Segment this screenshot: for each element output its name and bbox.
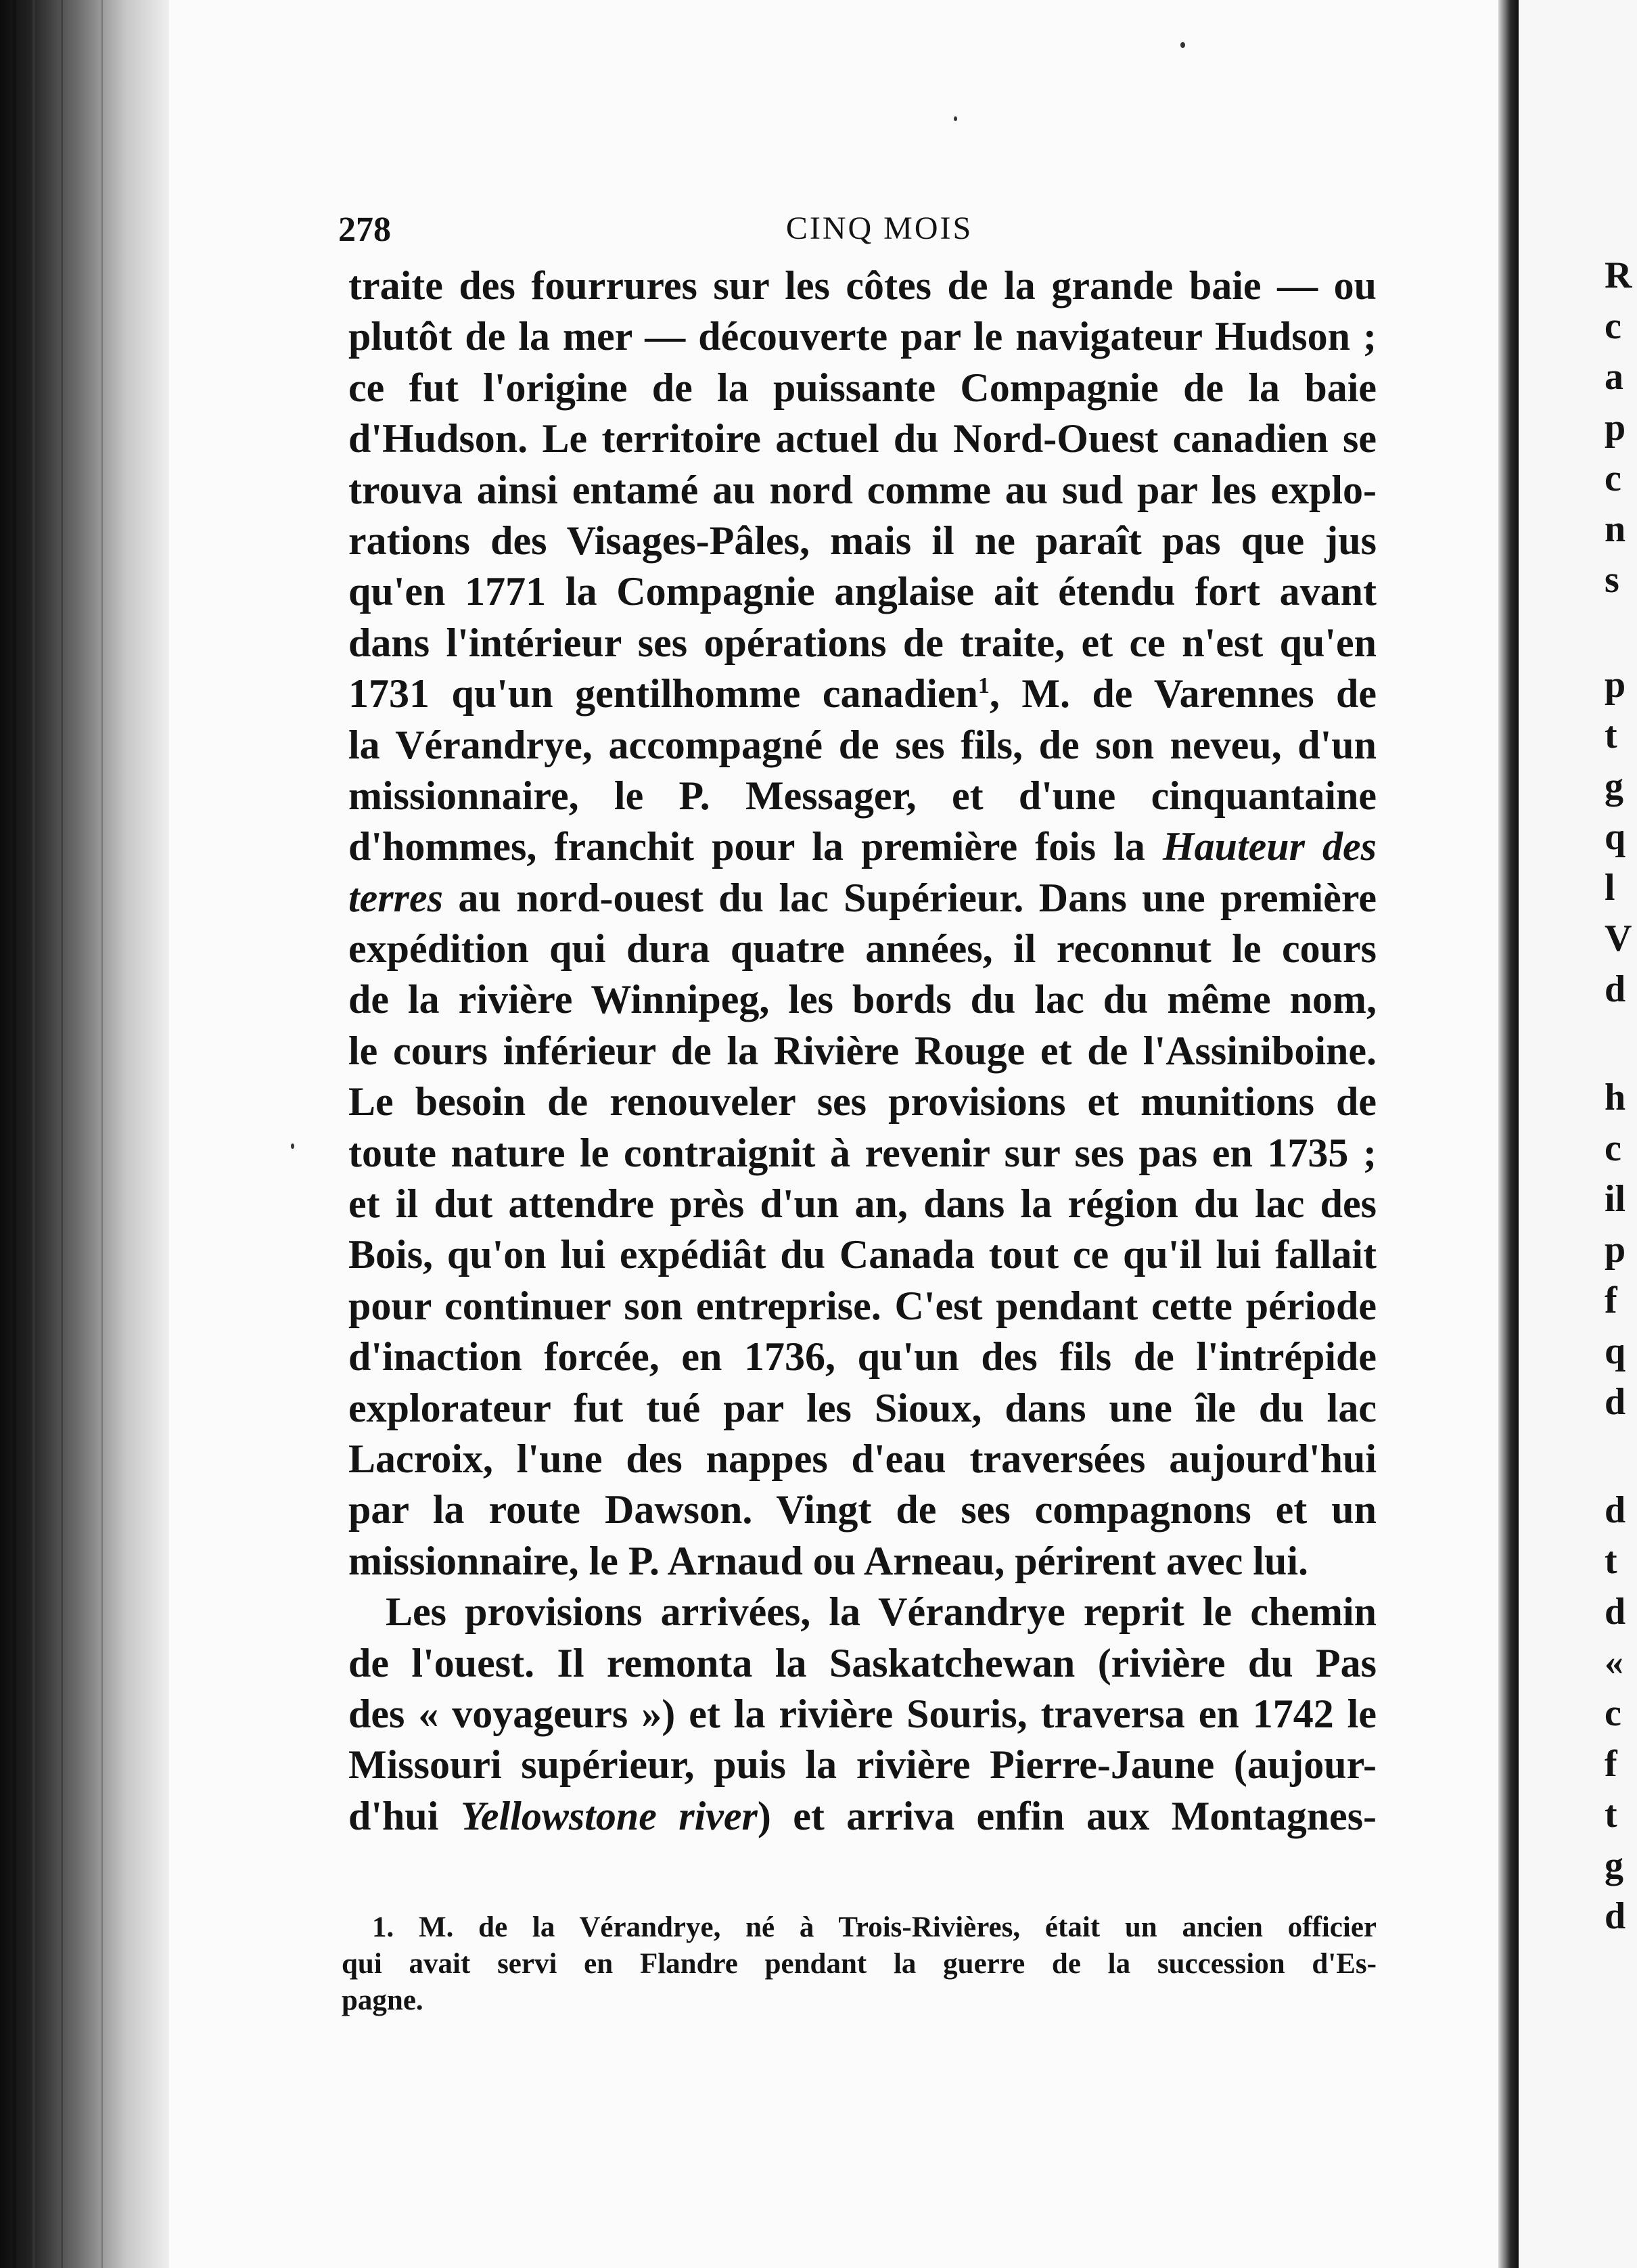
page-number: 278: [338, 210, 391, 249]
footnotes: [342, 1909, 1377, 2019]
text-segment: et arriva enfin aux Montagnes-: [793, 1793, 1377, 1838]
text-line: Les provisions arrivées, la Vérandrye reprit le chemin: [386, 1589, 1377, 1635]
facing-fragment: g: [1605, 765, 1623, 807]
text-segment: , M. de Varennes de: [989, 671, 1377, 717]
text-line-with-italic: [348, 873, 1377, 924]
facing-fragment: f: [1605, 1743, 1617, 1785]
facing-fragment: p: [1605, 1229, 1626, 1271]
facing-fragment: c: [1605, 1127, 1621, 1169]
facing-fragment: d: [1605, 1591, 1626, 1633]
facing-fragment: l: [1605, 867, 1615, 909]
footnote-line: pagne.: [342, 1984, 423, 2016]
facing-fragment: g: [1605, 1844, 1623, 1886]
text-segment: 1731 qu'un gentilhomme canadien: [348, 671, 978, 717]
text-line: toute nature le contraignit à revenir sur ses pas en 1735 ;: [348, 1130, 1377, 1175]
text-line: pour continuer son entreprise. C'est pendant cette période: [348, 1283, 1377, 1328]
facing-fragment: t: [1605, 1540, 1617, 1582]
text-line: Missouri supérieur, puis la rivière Pierre-Jaune (aujour-: [348, 1742, 1377, 1788]
body-text: [348, 260, 1377, 1842]
facing-fragment: f: [1605, 1279, 1617, 1321]
facing-fragment: R: [1605, 254, 1632, 296]
facing-fragment: h: [1605, 1076, 1626, 1118]
text-line: trouva ainsi entamé au nord comme au sud par les explo-: [348, 467, 1377, 512]
print-speck: [1180, 42, 1185, 48]
text-line: plutôt de la mer — découverte par le navigateur Hudson ;: [348, 314, 1377, 359]
facing-fragment: d: [1605, 968, 1626, 1010]
facing-fragment: d: [1605, 1381, 1626, 1423]
italic-term: terres: [348, 875, 443, 920]
running-head: [338, 203, 1366, 257]
facing-fragment: c: [1605, 1692, 1621, 1734]
book-binding-edge: [0, 0, 169, 2268]
facing-fragment: p: [1605, 407, 1626, 449]
text-line-with-footnote: [348, 668, 1377, 719]
text-line: missionnaire, le P. Messager, et d'une cinquantaine: [348, 773, 1377, 818]
facing-fragment: t: [1605, 715, 1617, 756]
facing-fragment: il: [1605, 1178, 1626, 1220]
running-title: CINQ MOIS: [785, 210, 973, 246]
text-line: de l'ouest. Il remonta la Saskatchewan (rivière du Pas: [348, 1640, 1377, 1685]
italic-term: Yellowstone river: [460, 1793, 758, 1838]
text-line: dans l'intérieur ses opérations de traite, et ce n'est qu'en: [348, 620, 1377, 665]
facing-fragment: q: [1605, 816, 1626, 858]
facing-fragment: n: [1605, 508, 1626, 550]
text-line: rations des Visages-Pâles, mais il ne paraît pas que jus: [348, 518, 1377, 563]
facing-fragment: «: [1605, 1641, 1623, 1683]
text-line: explorateur fut tué par les Sioux, dans une île du lac: [348, 1385, 1377, 1430]
footnote-line: 1. M. de la Vérandrye, né à Trois-Rivières, était un ancien officier: [372, 1911, 1377, 1943]
text-line: traite des fourrures sur les côtes de la grande baie — ou: [348, 263, 1377, 308]
facing-fragment: d: [1605, 1489, 1626, 1531]
text-line-with-italic: d'hui Yellowstone river) et arriva enfin aux Montagnes-: [348, 1793, 1377, 1838]
facing-fragment: c: [1605, 457, 1621, 499]
facing-fragment: q: [1605, 1330, 1626, 1372]
facing-fragment: s: [1605, 559, 1619, 601]
text-line: d'inaction forcée, en 1736, qu'un des fils de l'intrépide: [348, 1334, 1377, 1380]
facing-fragment: V: [1605, 917, 1632, 959]
facing-fragment: d: [1605, 1895, 1626, 1937]
text-line: des « voyageurs ») et la rivière Souris, traversa en 1742 le: [348, 1691, 1377, 1736]
facing-fragment: t: [1605, 1794, 1617, 1836]
text-line: missionnaire, le P. Arnaud ou Arneau, périrent avec lui.: [348, 1538, 1308, 1583]
text-line: Lacroix, l'une des nappes d'eau traversées aujourd'hui: [348, 1436, 1377, 1481]
text-line: Bois, qu'on lui expédiât du Canada tout ce qu'il lui fallait: [348, 1232, 1377, 1277]
footnote-line: qui avait servi en Flandre pendant la guerre de la succession d'Es-: [342, 1948, 1377, 1980]
print-speck: [291, 1143, 294, 1149]
print-speck: [954, 116, 957, 121]
text-line: Le besoin de renouveler ses provisions et munitions de: [348, 1079, 1377, 1125]
facing-fragment: p: [1605, 664, 1626, 706]
facing-fragment: c: [1605, 305, 1621, 347]
italic-term: Hauteur des: [1162, 824, 1377, 869]
text-line-with-italic: [348, 821, 1377, 872]
text-line: d'Hudson. Le territoire actuel du Nord-Ouest canadien se: [348, 416, 1377, 461]
text-segment: d'hommes, franchit pour la première fois la: [348, 824, 1145, 869]
text-line: la Vérandrye, accompagné de ses fils, de son neveu, d'un: [348, 722, 1377, 767]
text-line: par la route Dawson. Vingt de ses compagnons et un: [348, 1487, 1377, 1533]
text-line: et il dut attendre près d'un an, dans la région du lac des: [348, 1181, 1377, 1227]
text-segment: au nord-ouest du lac Supérieur. Dans une première: [458, 875, 1377, 920]
facing-fragment: a: [1605, 356, 1623, 398]
text-line: ce fut l'origine de la puissante Compagnie de la baie: [348, 365, 1377, 410]
text-line: qu'en 1771 la Compagnie anglaise ait étendu fort avant: [348, 569, 1377, 614]
page-gutter: [1498, 0, 1519, 2268]
text-line: expédition qui dura quatre années, il reconnut le cours: [348, 926, 1377, 972]
text-segment: d'hui: [348, 1793, 439, 1838]
text-line: le cours inférieur de la Rivière Rouge et de l'Assiniboine.: [348, 1028, 1377, 1073]
text-line: de la rivière Winnipeg, les bords du lac du même nom,: [348, 977, 1377, 1022]
footnote-marker: 1: [977, 673, 990, 699]
